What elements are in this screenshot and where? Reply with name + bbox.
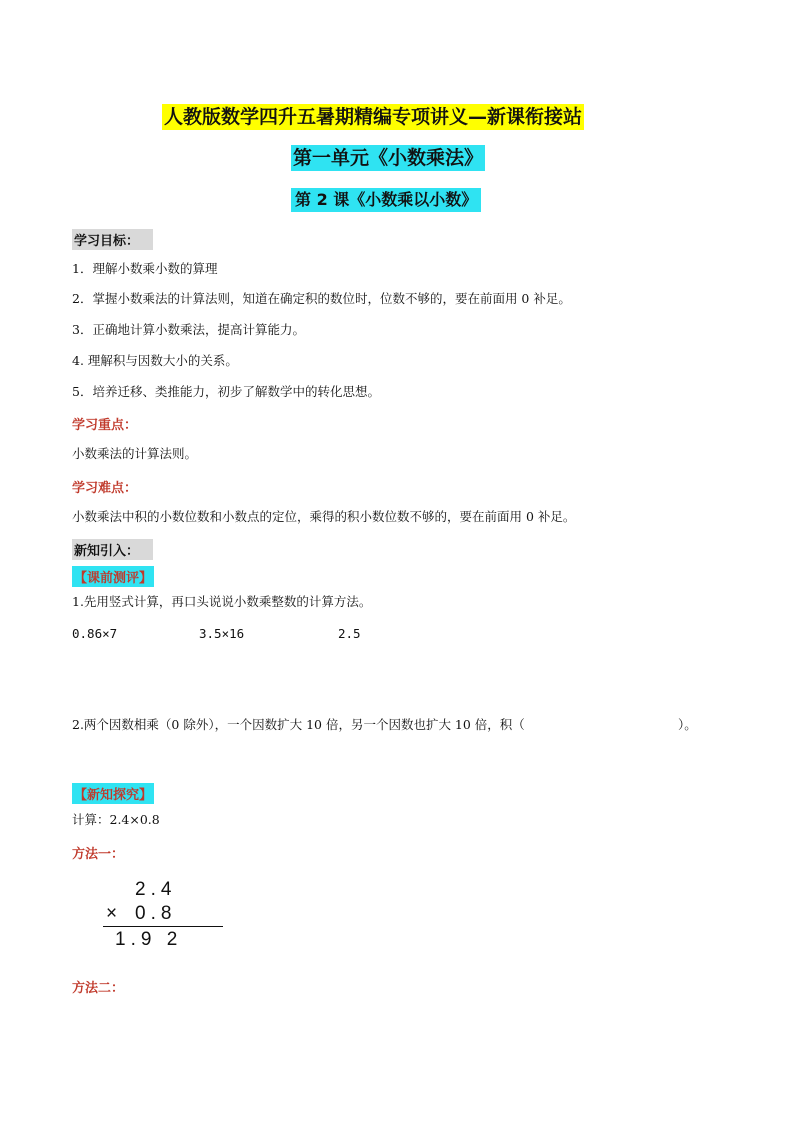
expression: 0.86×7 (72, 626, 118, 641)
difficulty-text: 小数乘法中积的小数位数和小数点的定位，乘得的积小数位数不够的，要在前面用 0 补足。 (72, 509, 576, 524)
objective-item: 1．理解小数乘小数的算理 (72, 261, 218, 276)
objective-item: 3．正确地计算小数乘法，提高计算能力。 (72, 322, 305, 337)
vertical-divider (103, 926, 223, 927)
expression: 2.5 (338, 626, 361, 641)
question-2: 2.两个因数相乘（0 除外），一个因数扩大 10 倍，另一个因数也扩大 10 倍，积（ (72, 717, 525, 732)
multiply-operator: × (106, 903, 123, 924)
difficulty-heading: 学习难点： (72, 481, 138, 496)
objective-item: 2．掌握小数乘法的计算法则，知道在确定积的数位时，位数不够的，要在前面用 0 补足。 (72, 291, 571, 306)
objective-item: 4. 理解积与因数大小的关系。 (72, 353, 238, 368)
question-2-close: ）。 (678, 717, 697, 732)
lesson-title: 第 2 课《小数乘以小数》 (291, 188, 481, 212)
vertical-row-2: 0.8 (135, 903, 177, 924)
question-1: 1.先用竖式计算，再口头说说小数乘整数的计算方法。 (72, 594, 372, 609)
explore-label: 【新知探究】 (72, 783, 154, 804)
pretest-label: 【课前测评】 (72, 566, 154, 587)
objective-item: 5．培养迁移、类推能力，初步了解数学中的转化思想。 (72, 384, 380, 399)
objectives-heading: 学习目标： (72, 229, 153, 250)
vertical-result: 1.9 2 (115, 929, 183, 950)
key-point-text: 小数乘法的计算法则。 (72, 446, 198, 461)
method-2-heading: 方法二： (72, 981, 125, 996)
intro-heading: 新知引入： (72, 539, 153, 560)
vertical-row-1: 2.4 (135, 879, 177, 900)
document-title: 人教版数学四升五暑期精编专项讲义—新课衔接站 (164, 106, 583, 128)
calc-prompt: 计算：2.4×0.8 (72, 812, 160, 827)
key-point-heading: 学习重点： (72, 418, 138, 433)
method-1-heading: 方法一： (72, 847, 125, 862)
unit-title: 第一单元《小数乘法》 (293, 147, 484, 169)
expression: 3.5×16 (199, 626, 245, 641)
